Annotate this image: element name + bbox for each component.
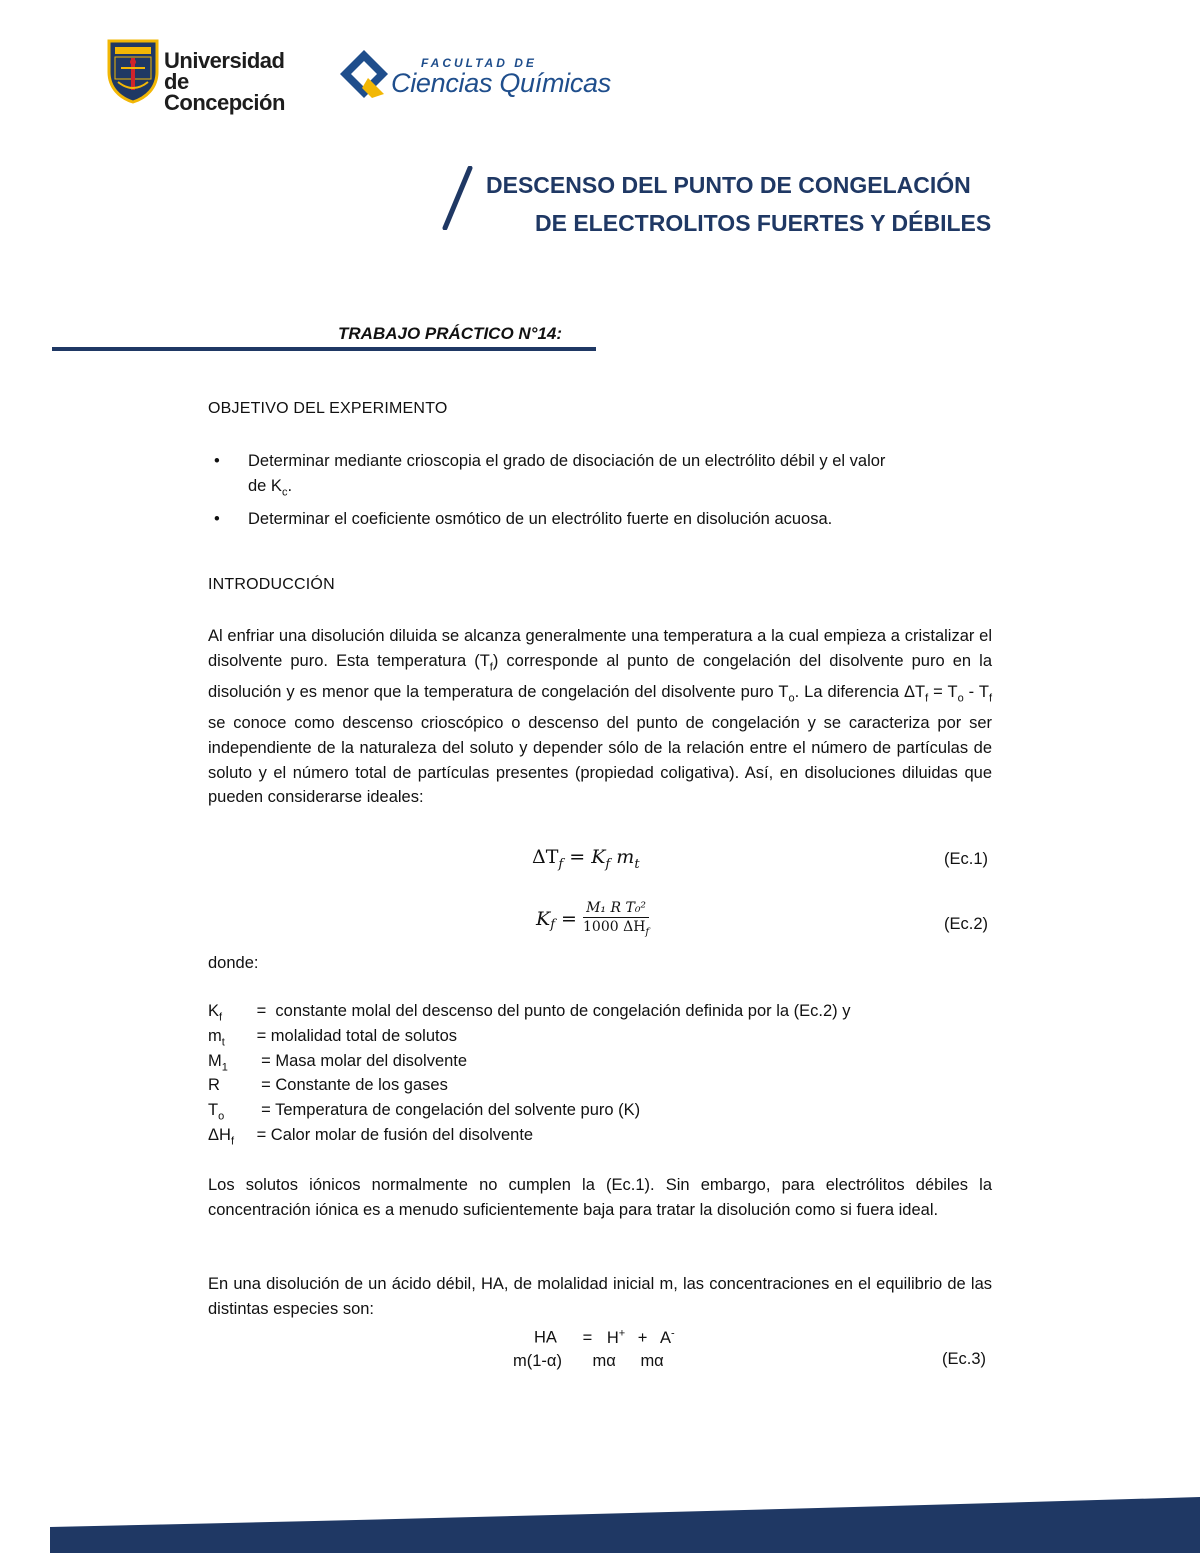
- equation-3-label: (Ec.3): [942, 1350, 987, 1368]
- equation-2-label: (Ec.2): [944, 915, 989, 933]
- equilibrium-sign: =: [582, 1328, 593, 1347]
- def-text: = Temperatura de congelación del solvente puro (K): [252, 1101, 641, 1120]
- objective-item1-line2-prefix: de K: [248, 476, 282, 495]
- eq2-den-text: 1000 ΔH: [583, 919, 646, 935]
- udec-name-line2: de Concepción: [164, 69, 285, 115]
- equation-1: [532, 846, 640, 872]
- subscript: t: [634, 856, 640, 872]
- eq1-k: K: [591, 846, 606, 868]
- subscript: o: [957, 692, 964, 705]
- def-symbol: K: [208, 1002, 220, 1020]
- def-text: = Masa molar del disolvente: [252, 1051, 468, 1070]
- eq2-numerator: M₁ R T₀²: [583, 900, 649, 918]
- fcq-diamond-icon: [338, 48, 390, 100]
- eq2-denominator: [583, 918, 649, 938]
- intro-text: - T: [963, 682, 989, 701]
- list-item: [208, 507, 992, 532]
- subscript: f: [219, 1011, 223, 1024]
- subscript: f: [605, 856, 611, 872]
- intro-text: = T: [928, 682, 958, 701]
- fcq-label-big: Ciencias Químicas: [391, 68, 611, 98]
- subscript: f: [230, 1135, 234, 1148]
- subscript: o: [218, 1110, 225, 1123]
- def-symbol: T: [208, 1101, 219, 1120]
- objective-heading: OBJETIVO DEL EXPERIMENTO: [208, 400, 448, 417]
- eq2-fraction: [583, 900, 649, 938]
- practical-label: TRABAJO PRÁCTICO N°14:: [338, 324, 563, 343]
- def-text: = Constante de los gases: [252, 1076, 448, 1095]
- concentration-h: mα: [592, 1352, 616, 1370]
- concentration-ha: m(1-α): [513, 1352, 562, 1370]
- equation-2: [536, 900, 649, 938]
- definition-row: [208, 1024, 992, 1049]
- bullet-icon: •: [214, 509, 220, 528]
- eq2-lhs: K: [536, 907, 551, 930]
- species-a: [660, 1329, 675, 1347]
- subscript: f: [645, 926, 650, 938]
- species-ha: HA: [534, 1328, 557, 1347]
- def-text: = constante molal del descenso del punto de congelación definida por la (Ec.2) y: [252, 1002, 851, 1020]
- objective-item1-line1: Determinar mediante crioscopia el grado de disociación de un electrólito débil y el valor: [248, 452, 886, 470]
- subscript: f: [550, 917, 556, 933]
- objective-item1-line2-suffix: .: [287, 476, 293, 495]
- subscript: f: [925, 692, 929, 705]
- intro-text: ) corresponde al punto de congelación del disolvente puro en la disolución y es menor que la temperatura de congelación del disolvente puro T: [208, 651, 992, 701]
- page-title-line2: DE ELECTROLITOS FUERTES Y DÉBILES: [535, 210, 992, 236]
- plus-sign: +: [637, 1328, 648, 1347]
- objective-list: [208, 449, 992, 532]
- definition-row: [208, 999, 992, 1024]
- paragraph-weak-acid: En una disolución de un ácido débil, HA, de molalidad inicial m, las concentraciones en el equilibrio de las distintas especies son:: [208, 1275, 992, 1318]
- species-a-text: A: [660, 1328, 672, 1347]
- subscript: f: [988, 692, 993, 705]
- intro-paragraph: [208, 624, 992, 810]
- def-symbol: m: [208, 1026, 222, 1045]
- concentration-a: mα: [640, 1352, 664, 1370]
- footer-band: [0, 1493, 1200, 1553]
- bullet-icon: •: [214, 452, 220, 470]
- def-text: = Calor molar de fusión del disolvente: [252, 1125, 534, 1144]
- fcq-label-small: FACULTAD DE: [421, 56, 537, 70]
- eq1-m: m: [616, 846, 635, 868]
- title-slash-icon: [440, 166, 476, 230]
- intro-text: Al enfriar una disolución diluida se alcanza generalmente una temperatura a la cual empieza a cristalizar el disolvente puro. Esta temperatura (T: [208, 627, 992, 670]
- superscript: +: [618, 1327, 626, 1339]
- subscript: o: [788, 692, 795, 705]
- definition-row: [208, 1049, 992, 1074]
- intro-heading: INTRODUCCIÓN: [208, 576, 335, 593]
- superscript: -: [671, 1327, 675, 1339]
- definition-row: [208, 1098, 992, 1123]
- definition-row: [208, 1123, 992, 1148]
- objective-item2: Determinar el coeficiente osmótico de un electrólito fuerte en disolución acuosa.: [248, 509, 833, 528]
- subscript: f: [558, 856, 564, 872]
- udec-shield-icon: [106, 38, 160, 104]
- equation-1-label: (Ec.1): [944, 850, 989, 868]
- def-text: = molalidad total de solutos: [252, 1026, 458, 1045]
- eq1-equals: =: [563, 846, 592, 868]
- def-symbol: ΔH: [208, 1125, 231, 1144]
- def-symbol: R: [208, 1076, 220, 1095]
- intro-text: se conoce como descenso crioscópico o descenso del punto de congelación y se caracteriza por ser independiente de la naturaleza del soluto y depender sólo de la relación entre el número de partículas de soluto y el número total de partículas presentes (propiedad coligativa). Así, en disoluciones diluidas que pueden considerarse ideales:: [208, 713, 992, 807]
- def-symbol: M: [208, 1051, 222, 1070]
- udec-logo: [106, 38, 286, 115]
- list-item: [208, 449, 992, 505]
- paragraph-weak-electrolytes: Los solutos iónicos normalmente no cumplen la (Ec.1). Sin embargo, para electrólitos débiles la concentración iónica es a menudo suficientemente baja para tratar la disolución como si fuera ideal.: [208, 1176, 992, 1219]
- definition-row: [208, 1073, 992, 1098]
- practical-rule: [52, 347, 596, 351]
- intro-text: . La diferencia ΔT: [794, 682, 926, 701]
- subscript: f: [489, 661, 493, 674]
- where-label: donde:: [208, 954, 259, 972]
- udec-name-line1: Universidad: [164, 48, 285, 73]
- subscript: t: [221, 1036, 225, 1049]
- equilibrium-row2: [513, 1349, 664, 1374]
- page-title-line1: DESCENSO DEL PUNTO DE CONGELACIÓN: [486, 172, 971, 198]
- eq2-equals: =: [555, 907, 584, 930]
- definitions-list: [208, 999, 992, 1148]
- fcq-logo: [338, 48, 618, 100]
- species-h-text: H: [606, 1328, 619, 1347]
- subscript: c: [281, 486, 288, 499]
- species-h: [607, 1329, 625, 1347]
- subscript: 1: [221, 1060, 228, 1073]
- eq1-lhs: ΔT: [532, 846, 559, 868]
- equilibrium-row1: [534, 1321, 675, 1350]
